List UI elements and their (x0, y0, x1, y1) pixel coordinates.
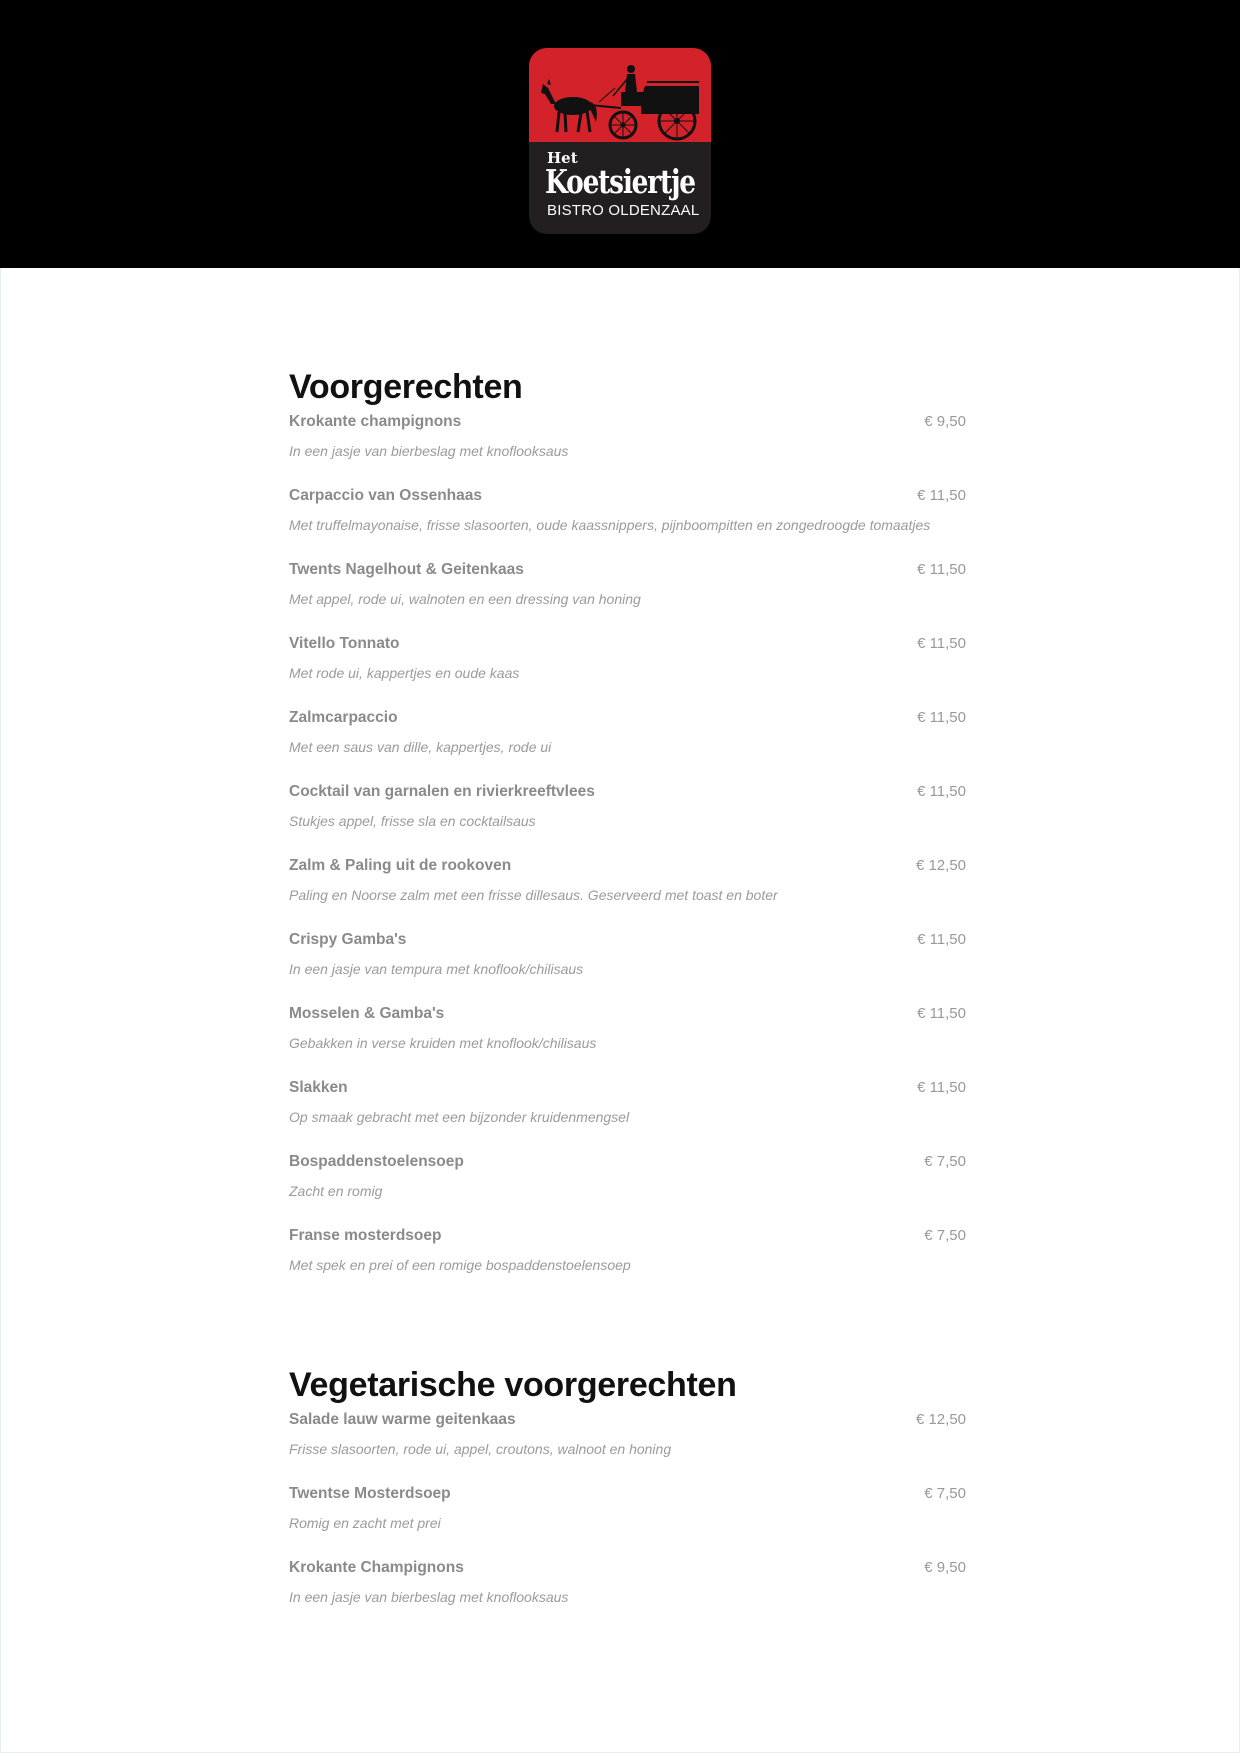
restaurant-logo (529, 48, 711, 234)
menu-item (289, 778, 966, 852)
menu-item (289, 482, 966, 556)
item-description: In een jasje van bierbeslag met knoflooksaus (289, 1589, 569, 1605)
menu-item (289, 556, 966, 630)
item-description: Met rode ui, kappertjes en oude kaas (289, 665, 520, 681)
item-price: € 11,50 (917, 1079, 966, 1096)
item-price: € 11,50 (917, 783, 966, 800)
item-price: € 7,50 (924, 1485, 966, 1502)
item-name: Mosselen & Gamba's (289, 1005, 445, 1022)
item-description: Met appel, rode ui, walnoten en een dressing van honing (289, 591, 641, 607)
section-voorgerechten (289, 366, 966, 1296)
item-price: € 11,50 (917, 487, 966, 504)
item-name: Franse mosterdsoep (289, 1227, 442, 1244)
horse-carriage-icon (529, 48, 711, 142)
menu-item (289, 704, 966, 778)
item-price: € 11,50 (917, 931, 966, 948)
header-banner (0, 0, 1240, 268)
item-price: € 11,50 (917, 1005, 966, 1022)
logo-name: Koetsiertje (545, 162, 695, 201)
menu-item (289, 1222, 966, 1296)
section-spacer (289, 1296, 966, 1364)
item-description: Met spek en prei of een romige bospaddenstoelensoep (289, 1257, 631, 1273)
menu-item (289, 926, 966, 1000)
item-price: € 11,50 (917, 635, 966, 652)
item-price: € 7,50 (924, 1227, 966, 1244)
logo-red-panel (529, 48, 711, 142)
section-vegetarische-voorgerechten (289, 1364, 966, 1628)
item-description: Gebakken in verse kruiden met knoflook/chilisaus (289, 1035, 597, 1051)
menu-item (289, 852, 966, 926)
item-description: Frisse slasoorten, rode ui, appel, croutons, walnoot en honing (289, 1441, 672, 1457)
item-name: Slakken (289, 1079, 348, 1096)
item-name: Bospaddenstoelensoep (289, 1153, 464, 1170)
item-price: € 9,50 (924, 413, 966, 430)
logo-prefix: Het (547, 149, 578, 167)
item-description: Op smaak gebracht met een bijzonder kruidenmengsel (289, 1109, 630, 1125)
item-description: Met truffelmayonaise, frisse slasoorten, oude kaassnippers, pijnboompitten en zongedroogde tomaatjes (289, 517, 931, 533)
item-name: Zalm & Paling uit de rookoven (289, 857, 512, 874)
item-name: Krokante Champignons (289, 1559, 464, 1576)
menu-item (289, 408, 966, 482)
section-title: Voorgerechten (289, 368, 523, 406)
item-name: Zalmcarpaccio (289, 709, 398, 726)
item-description: Met een saus van dille, kappertjes, rode ui (289, 739, 552, 755)
item-price: € 9,50 (924, 1559, 966, 1576)
item-price: € 11,50 (917, 561, 966, 578)
item-description: Zacht en romig (289, 1183, 383, 1199)
menu-item (289, 1000, 966, 1074)
item-name: Twents Nagelhout & Geitenkaas (289, 561, 524, 578)
menu-item (289, 1480, 966, 1554)
item-name: Vitello Tonnato (289, 635, 400, 652)
item-price: € 12,50 (915, 1411, 966, 1428)
item-name: Krokante champignons (289, 413, 462, 430)
section-title: Vegetarische voorgerechten (289, 1366, 737, 1404)
item-description: Romig en zacht met prei (289, 1515, 441, 1531)
logo-subtitle: BISTRO OLDENZAAL (547, 202, 700, 219)
item-name: Cocktail van garnalen en rivierkreeftvlees (289, 783, 595, 800)
item-name: Salade lauw warme geitenkaas (289, 1411, 516, 1428)
menu-item (289, 1554, 966, 1628)
item-price: € 11,50 (917, 709, 966, 726)
item-name: Carpaccio van Ossenhaas (289, 487, 482, 504)
item-price: € 12,50 (915, 857, 966, 874)
item-description: In een jasje van tempura met knoflook/chilisaus (289, 961, 584, 977)
item-name: Twentse Mosterdsoep (289, 1485, 451, 1502)
menu-item (289, 630, 966, 704)
item-name: Crispy Gamba's (289, 931, 407, 948)
menu-item (289, 1074, 966, 1148)
item-description: In een jasje van bierbeslag met knoflooksaus (289, 443, 569, 459)
item-description: Stukjes appel, frisse sla en cocktailsaus (289, 813, 536, 829)
menu-item (289, 1148, 966, 1222)
menu-item (289, 1406, 966, 1480)
menu-content (289, 366, 966, 1628)
item-price: € 7,50 (924, 1153, 966, 1170)
item-description: Paling en Noorse zalm met een frisse dillesaus. Geserveerd met toast en boter (289, 887, 778, 903)
